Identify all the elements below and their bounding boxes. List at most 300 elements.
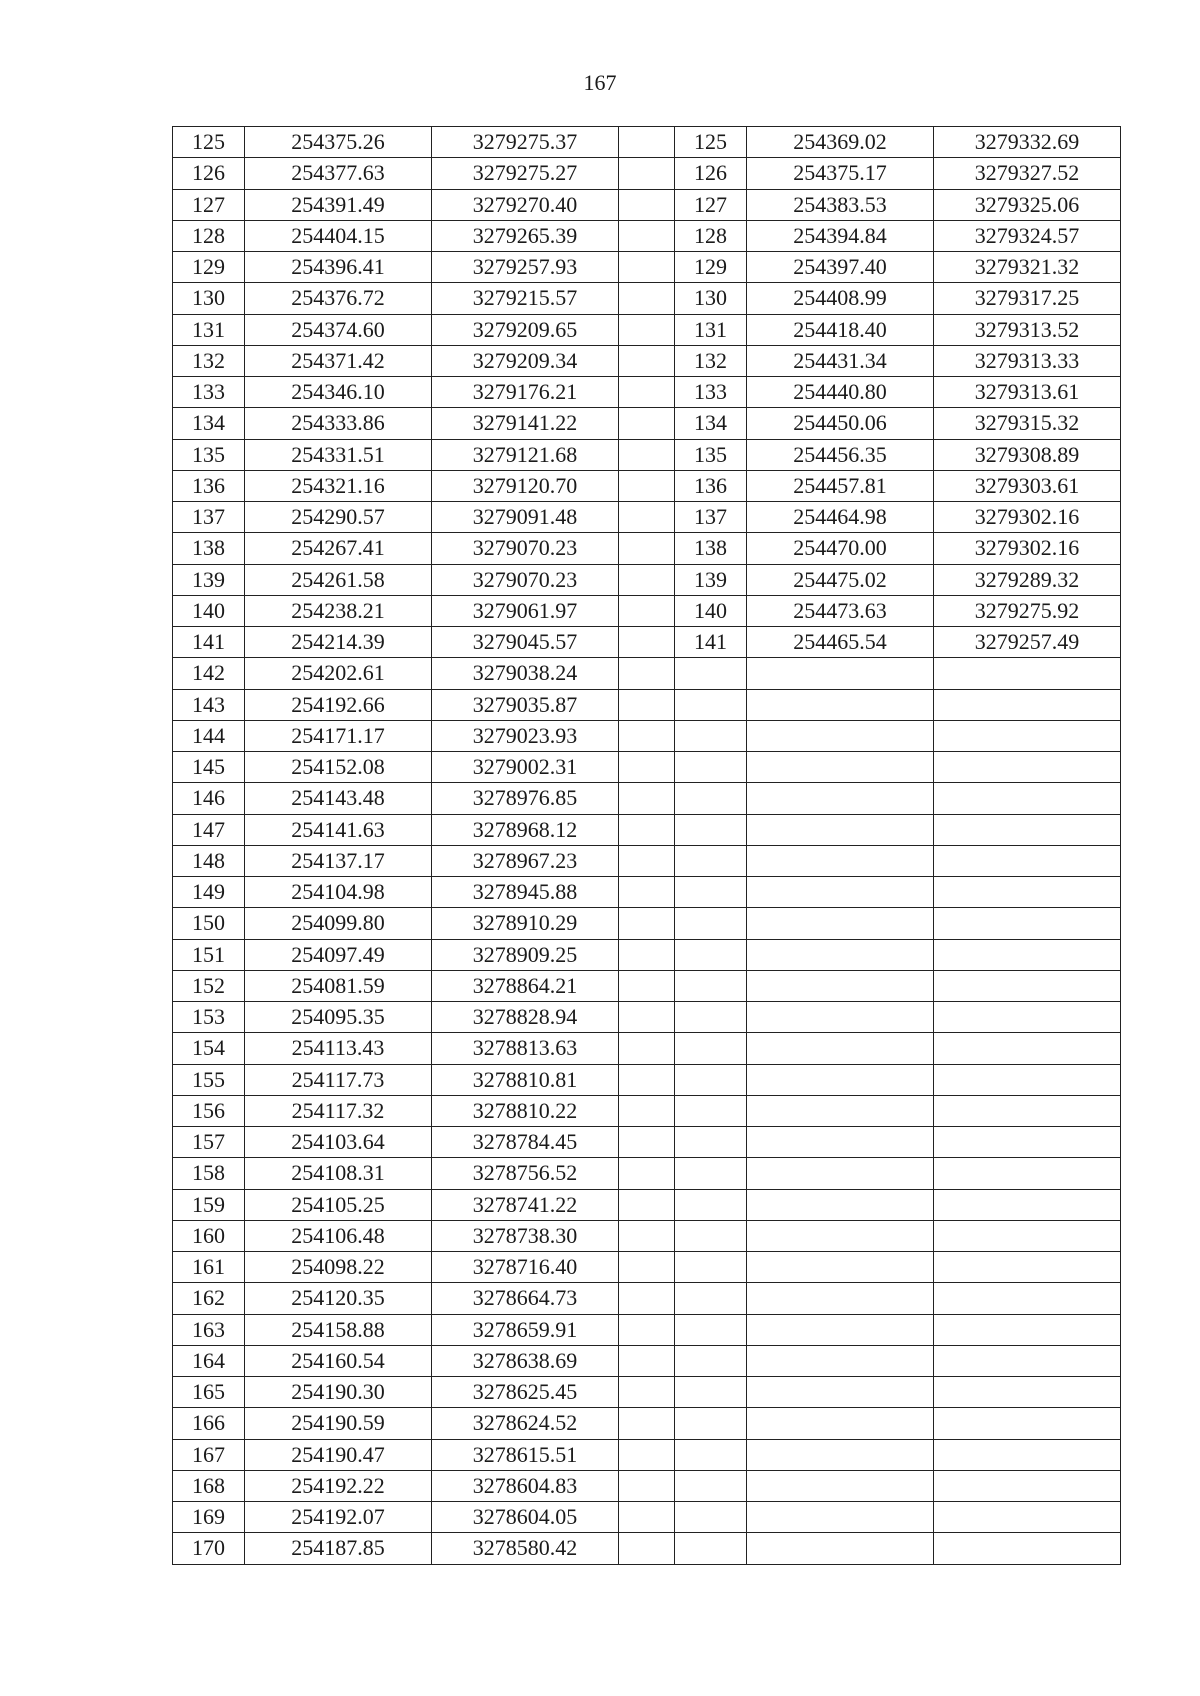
left-point-number-cell: 159 [173,1189,245,1220]
right-point-number-cell: 129 [675,252,747,283]
left-y-coordinate-cell: 3278638.69 [432,1345,619,1376]
right-point-number-cell [675,845,747,876]
left-x-coordinate-cell: 254321.16 [245,470,432,501]
left-y-coordinate-cell: 3279121.68 [432,439,619,470]
right-point-number-cell [675,689,747,720]
right-y-coordinate-cell: 3279308.89 [934,439,1121,470]
table-row [173,814,1121,845]
right-point-number-cell [675,1408,747,1439]
right-y-coordinate-cell [934,689,1121,720]
left-y-coordinate-cell: 3279002.31 [432,752,619,783]
left-point-number-cell: 150 [173,908,245,939]
coordinates-table [172,126,1121,1565]
left-x-coordinate-cell: 254103.64 [245,1127,432,1158]
left-point-number-cell: 128 [173,220,245,251]
table-row [173,1470,1121,1501]
separator-cell [619,408,675,439]
right-x-coordinate-cell [747,1189,934,1220]
left-point-number-cell: 131 [173,314,245,345]
right-point-number-cell: 130 [675,283,747,314]
left-point-number-cell: 133 [173,377,245,408]
right-y-coordinate-cell [934,1252,1121,1283]
right-y-coordinate-cell [934,814,1121,845]
right-y-coordinate-cell [934,720,1121,751]
separator-cell [619,1502,675,1533]
left-y-coordinate-cell: 3279091.48 [432,502,619,533]
left-x-coordinate-cell: 254290.57 [245,502,432,533]
table-row [173,1252,1121,1283]
table-row [173,377,1121,408]
right-y-coordinate-cell [934,1345,1121,1376]
table-row [173,1002,1121,1033]
left-y-coordinate-cell: 3279120.70 [432,470,619,501]
separator-cell [619,1002,675,1033]
left-point-number-cell: 153 [173,1002,245,1033]
left-y-coordinate-cell: 3278625.45 [432,1377,619,1408]
separator-cell [619,1064,675,1095]
left-y-coordinate-cell: 3278784.45 [432,1127,619,1158]
right-y-coordinate-cell: 3279325.06 [934,189,1121,220]
left-point-number-cell: 152 [173,970,245,1001]
left-x-coordinate-cell: 254374.60 [245,314,432,345]
right-y-coordinate-cell: 3279302.16 [934,502,1121,533]
table-row [173,1314,1121,1345]
left-x-coordinate-cell: 254113.43 [245,1033,432,1064]
table-row [173,689,1121,720]
table-row [173,502,1121,533]
left-y-coordinate-cell: 3278664.73 [432,1283,619,1314]
separator-cell [619,252,675,283]
right-x-coordinate-cell [747,1345,934,1376]
left-y-coordinate-cell: 3278716.40 [432,1252,619,1283]
coordinates-table-body [173,127,1121,1565]
separator-cell [619,314,675,345]
left-y-coordinate-cell: 3278580.42 [432,1533,619,1564]
left-x-coordinate-cell: 254187.85 [245,1533,432,1564]
right-y-coordinate-cell [934,1314,1121,1345]
separator-cell [619,1158,675,1189]
right-x-coordinate-cell: 254431.34 [747,345,934,376]
separator-cell [619,502,675,533]
table-row [173,1533,1121,1564]
right-point-number-cell: 141 [675,627,747,658]
left-y-coordinate-cell: 3279070.23 [432,564,619,595]
left-point-number-cell: 145 [173,752,245,783]
right-y-coordinate-cell: 3279332.69 [934,127,1121,158]
right-point-number-cell [675,1533,747,1564]
left-point-number-cell: 168 [173,1470,245,1501]
left-x-coordinate-cell: 254081.59 [245,970,432,1001]
right-x-coordinate-cell: 254470.00 [747,533,934,564]
right-y-coordinate-cell [934,845,1121,876]
right-point-number-cell [675,814,747,845]
table-row [173,595,1121,626]
right-point-number-cell [675,1033,747,1064]
right-point-number-cell [675,1283,747,1314]
right-y-coordinate-cell: 3279302.16 [934,533,1121,564]
left-x-coordinate-cell: 254333.86 [245,408,432,439]
table-row [173,845,1121,876]
right-point-number-cell [675,939,747,970]
table-row [173,439,1121,470]
left-y-coordinate-cell: 3279035.87 [432,689,619,720]
table-row [173,470,1121,501]
right-x-coordinate-cell [747,1502,934,1533]
left-y-coordinate-cell: 3278968.12 [432,814,619,845]
table-row [173,1345,1121,1376]
separator-cell [619,752,675,783]
left-x-coordinate-cell: 254143.48 [245,783,432,814]
separator-cell [619,533,675,564]
table-row [173,1189,1121,1220]
separator-cell [619,127,675,158]
right-point-number-cell: 140 [675,595,747,626]
separator-cell [619,877,675,908]
left-point-number-cell: 148 [173,845,245,876]
right-x-coordinate-cell [747,752,934,783]
right-x-coordinate-cell [747,720,934,751]
right-x-coordinate-cell [747,1158,934,1189]
left-y-coordinate-cell: 3278813.63 [432,1033,619,1064]
left-x-coordinate-cell: 254267.41 [245,533,432,564]
separator-cell [619,627,675,658]
right-point-number-cell: 125 [675,127,747,158]
left-point-number-cell: 126 [173,158,245,189]
separator-cell [619,658,675,689]
table-row [173,345,1121,376]
right-y-coordinate-cell: 3279289.32 [934,564,1121,595]
separator-cell [619,345,675,376]
right-x-coordinate-cell [747,689,934,720]
separator-cell [619,1314,675,1345]
left-y-coordinate-cell: 3278945.88 [432,877,619,908]
right-y-coordinate-cell [934,1502,1121,1533]
left-y-coordinate-cell: 3279215.57 [432,283,619,314]
right-y-coordinate-cell: 3279303.61 [934,470,1121,501]
left-y-coordinate-cell: 3279176.21 [432,377,619,408]
left-y-coordinate-cell: 3279275.27 [432,158,619,189]
right-point-number-cell [675,1439,747,1470]
right-y-coordinate-cell [934,1377,1121,1408]
right-point-number-cell [675,1095,747,1126]
right-point-number-cell [675,908,747,939]
left-point-number-cell: 129 [173,252,245,283]
right-y-coordinate-cell: 3279275.92 [934,595,1121,626]
right-point-number-cell: 136 [675,470,747,501]
right-point-number-cell [675,658,747,689]
left-y-coordinate-cell: 3279070.23 [432,533,619,564]
right-x-coordinate-cell [747,1439,934,1470]
right-x-coordinate-cell [747,1064,934,1095]
right-y-coordinate-cell: 3279315.32 [934,408,1121,439]
right-y-coordinate-cell [934,877,1121,908]
table-row [173,720,1121,751]
right-x-coordinate-cell [747,814,934,845]
left-x-coordinate-cell: 254375.26 [245,127,432,158]
left-x-coordinate-cell: 254190.30 [245,1377,432,1408]
left-x-coordinate-cell: 254117.73 [245,1064,432,1095]
separator-cell [619,783,675,814]
right-x-coordinate-cell: 254418.40 [747,314,934,345]
right-y-coordinate-cell: 3279313.52 [934,314,1121,345]
separator-cell [619,1189,675,1220]
right-y-coordinate-cell [934,970,1121,1001]
separator-cell [619,1470,675,1501]
right-x-coordinate-cell [747,1533,934,1564]
right-y-coordinate-cell [934,1064,1121,1095]
left-x-coordinate-cell: 254192.22 [245,1470,432,1501]
right-y-coordinate-cell: 3279313.61 [934,377,1121,408]
table-row [173,220,1121,251]
page-number: 167 [583,70,617,95]
right-point-number-cell [675,1345,747,1376]
table-row [173,564,1121,595]
right-point-number-cell [675,1127,747,1158]
right-x-coordinate-cell: 254383.53 [747,189,934,220]
right-point-number-cell [675,1002,747,1033]
table-row [173,1220,1121,1251]
left-point-number-cell: 160 [173,1220,245,1251]
right-x-coordinate-cell: 254450.06 [747,408,934,439]
left-point-number-cell: 130 [173,283,245,314]
right-point-number-cell [675,1502,747,1533]
right-y-coordinate-cell: 3279324.57 [934,220,1121,251]
left-y-coordinate-cell: 3279209.34 [432,345,619,376]
left-x-coordinate-cell: 254095.35 [245,1002,432,1033]
table-row [173,658,1121,689]
left-y-coordinate-cell: 3279265.39 [432,220,619,251]
left-point-number-cell: 132 [173,345,245,376]
table-row [173,1127,1121,1158]
left-x-coordinate-cell: 254141.63 [245,814,432,845]
left-point-number-cell: 154 [173,1033,245,1064]
right-y-coordinate-cell [934,908,1121,939]
right-point-number-cell [675,1377,747,1408]
separator-cell [619,1408,675,1439]
left-point-number-cell: 170 [173,1533,245,1564]
separator-cell [619,720,675,751]
table-row [173,1095,1121,1126]
separator-cell [619,1533,675,1564]
right-y-coordinate-cell [934,1127,1121,1158]
table-row [173,1377,1121,1408]
separator-cell [619,908,675,939]
right-y-coordinate-cell [934,1158,1121,1189]
left-x-coordinate-cell: 254396.41 [245,252,432,283]
separator-cell [619,470,675,501]
left-x-coordinate-cell: 254202.61 [245,658,432,689]
right-point-number-cell [675,1314,747,1345]
left-x-coordinate-cell: 254158.88 [245,1314,432,1345]
right-x-coordinate-cell [747,908,934,939]
left-y-coordinate-cell: 3278615.51 [432,1439,619,1470]
left-x-coordinate-cell: 254171.17 [245,720,432,751]
table-row [173,1408,1121,1439]
separator-cell [619,1127,675,1158]
right-x-coordinate-cell [747,1033,934,1064]
left-x-coordinate-cell: 254108.31 [245,1158,432,1189]
left-x-coordinate-cell: 254214.39 [245,627,432,658]
right-y-coordinate-cell [934,1220,1121,1251]
right-x-coordinate-cell [747,845,934,876]
left-point-number-cell: 158 [173,1158,245,1189]
left-y-coordinate-cell: 3278604.05 [432,1502,619,1533]
left-point-number-cell: 142 [173,658,245,689]
table-row [173,408,1121,439]
right-x-coordinate-cell [747,1127,934,1158]
right-point-number-cell: 137 [675,502,747,533]
right-y-coordinate-cell: 3279321.32 [934,252,1121,283]
left-x-coordinate-cell: 254105.25 [245,1189,432,1220]
left-y-coordinate-cell: 3278756.52 [432,1158,619,1189]
right-point-number-cell: 135 [675,439,747,470]
separator-cell [619,970,675,1001]
right-y-coordinate-cell [934,1408,1121,1439]
left-y-coordinate-cell: 3278604.83 [432,1470,619,1501]
right-x-coordinate-cell: 254473.63 [747,595,934,626]
right-y-coordinate-cell [934,1002,1121,1033]
right-x-coordinate-cell [747,1220,934,1251]
table-row [173,533,1121,564]
left-x-coordinate-cell: 254391.49 [245,189,432,220]
left-x-coordinate-cell: 254097.49 [245,939,432,970]
right-point-number-cell [675,1189,747,1220]
separator-cell [619,220,675,251]
left-point-number-cell: 144 [173,720,245,751]
right-point-number-cell [675,877,747,908]
table-row [173,752,1121,783]
table-row [173,158,1121,189]
left-y-coordinate-cell: 3279023.93 [432,720,619,751]
separator-cell [619,814,675,845]
right-y-coordinate-cell [934,1533,1121,1564]
table-row [173,783,1121,814]
left-point-number-cell: 165 [173,1377,245,1408]
right-y-coordinate-cell [934,752,1121,783]
left-point-number-cell: 127 [173,189,245,220]
left-point-number-cell: 169 [173,1502,245,1533]
left-point-number-cell: 155 [173,1064,245,1095]
left-y-coordinate-cell: 3279270.40 [432,189,619,220]
right-y-coordinate-cell [934,1283,1121,1314]
table-row [173,1158,1121,1189]
table-row [173,1064,1121,1095]
right-point-number-cell: 131 [675,314,747,345]
left-point-number-cell: 163 [173,1314,245,1345]
left-y-coordinate-cell: 3278864.21 [432,970,619,1001]
left-x-coordinate-cell: 254120.35 [245,1283,432,1314]
right-x-coordinate-cell: 254465.54 [747,627,934,658]
right-point-number-cell [675,1220,747,1251]
right-point-number-cell: 128 [675,220,747,251]
right-y-coordinate-cell [934,1033,1121,1064]
right-x-coordinate-cell: 254464.98 [747,502,934,533]
left-y-coordinate-cell: 3278810.22 [432,1095,619,1126]
left-x-coordinate-cell: 254346.10 [245,377,432,408]
left-x-coordinate-cell: 254190.47 [245,1439,432,1470]
left-x-coordinate-cell: 254152.08 [245,752,432,783]
left-x-coordinate-cell: 254377.63 [245,158,432,189]
table-row [173,127,1121,158]
separator-cell [619,1345,675,1376]
left-x-coordinate-cell: 254376.72 [245,283,432,314]
left-x-coordinate-cell: 254261.58 [245,564,432,595]
right-y-coordinate-cell [934,783,1121,814]
separator-cell [619,1033,675,1064]
separator-cell [619,1095,675,1126]
left-y-coordinate-cell: 3278910.29 [432,908,619,939]
left-point-number-cell: 136 [173,470,245,501]
left-point-number-cell: 137 [173,502,245,533]
right-y-coordinate-cell [934,1095,1121,1126]
left-point-number-cell: 141 [173,627,245,658]
left-point-number-cell: 125 [173,127,245,158]
left-point-number-cell: 138 [173,533,245,564]
right-y-coordinate-cell: 3279327.52 [934,158,1121,189]
left-y-coordinate-cell: 3278828.94 [432,1002,619,1033]
left-y-coordinate-cell: 3278810.81 [432,1064,619,1095]
right-y-coordinate-cell: 3279313.33 [934,345,1121,376]
separator-cell [619,158,675,189]
left-y-coordinate-cell: 3279257.93 [432,252,619,283]
right-x-coordinate-cell: 254369.02 [747,127,934,158]
left-point-number-cell: 134 [173,408,245,439]
left-x-coordinate-cell: 254117.32 [245,1095,432,1126]
left-x-coordinate-cell: 254331.51 [245,439,432,470]
left-point-number-cell: 156 [173,1095,245,1126]
right-x-coordinate-cell [747,939,934,970]
table-row [173,1439,1121,1470]
left-point-number-cell: 151 [173,939,245,970]
separator-cell [619,283,675,314]
right-x-coordinate-cell [747,970,934,1001]
right-x-coordinate-cell [747,783,934,814]
left-x-coordinate-cell: 254192.66 [245,689,432,720]
left-x-coordinate-cell: 254098.22 [245,1252,432,1283]
left-point-number-cell: 164 [173,1345,245,1376]
right-point-number-cell: 138 [675,533,747,564]
right-x-coordinate-cell: 254440.80 [747,377,934,408]
right-x-coordinate-cell [747,1377,934,1408]
left-x-coordinate-cell: 254099.80 [245,908,432,939]
right-point-number-cell [675,1252,747,1283]
right-y-coordinate-cell: 3279257.49 [934,627,1121,658]
right-y-coordinate-cell: 3279317.25 [934,283,1121,314]
right-x-coordinate-cell [747,1252,934,1283]
left-x-coordinate-cell: 254404.15 [245,220,432,251]
left-y-coordinate-cell: 3278976.85 [432,783,619,814]
table-row [173,877,1121,908]
left-y-coordinate-cell: 3278909.25 [432,939,619,970]
table-row [173,283,1121,314]
right-x-coordinate-cell [747,1470,934,1501]
separator-cell [619,564,675,595]
table-row [173,1033,1121,1064]
left-y-coordinate-cell: 3279038.24 [432,658,619,689]
left-y-coordinate-cell: 3279045.57 [432,627,619,658]
left-y-coordinate-cell: 3278738.30 [432,1220,619,1251]
table-row [173,627,1121,658]
left-y-coordinate-cell: 3278659.91 [432,1314,619,1345]
right-y-coordinate-cell [934,1470,1121,1501]
right-x-coordinate-cell [747,1283,934,1314]
right-point-number-cell [675,1470,747,1501]
left-point-number-cell: 161 [173,1252,245,1283]
separator-cell [619,939,675,970]
right-x-coordinate-cell [747,1408,934,1439]
left-point-number-cell: 162 [173,1283,245,1314]
left-point-number-cell: 166 [173,1408,245,1439]
